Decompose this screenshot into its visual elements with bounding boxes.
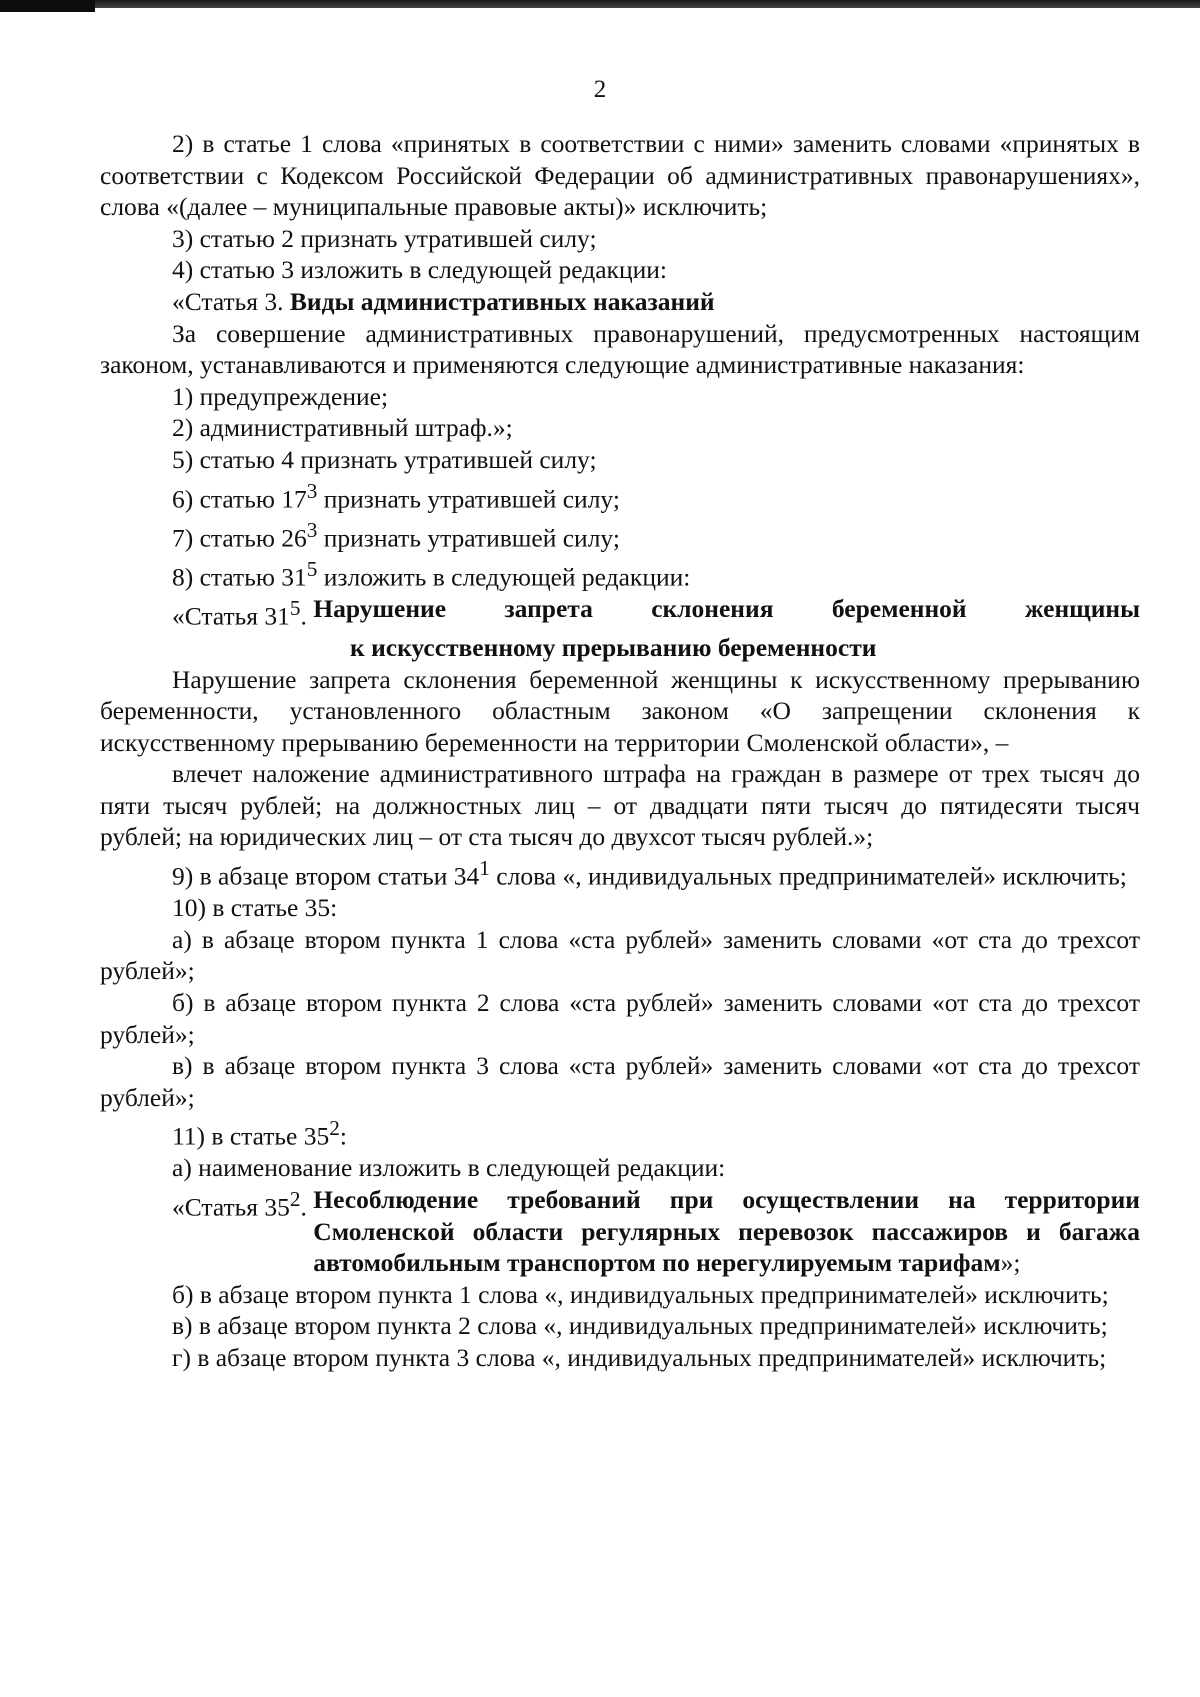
article-3-heading bbox=[100, 286, 1140, 318]
article-31-5-heading bbox=[100, 593, 1140, 632]
article-35-2-label-dot: . bbox=[300, 1192, 314, 1222]
item-10-b: б) в абзаце втором пункта 2 слова «ста рублей» заменить словами «от ста до трехсот рублей»; bbox=[100, 987, 1140, 1049]
item-10-a: а) в абзаце втором пункта 1 слова «ста рублей» заменить словами «от ста до трехсот рублей»; bbox=[100, 924, 1140, 986]
article-31-5-label bbox=[100, 593, 313, 632]
item-7-text: 7) статью 26 bbox=[172, 523, 307, 553]
page-number: 2 bbox=[593, 76, 607, 103]
article-35-2-label bbox=[100, 1184, 313, 1279]
scan-top-edge bbox=[0, 0, 1200, 8]
scan-corner-mark bbox=[0, 0, 95, 12]
item-9 bbox=[100, 853, 1140, 892]
article-31-5-title-line-1: Нарушение запрета склонения беременной женщины bbox=[313, 593, 1140, 623]
item-7 bbox=[100, 515, 1140, 554]
article-3-body: За совершение административных правонарушений, предусмотренных настоящим законом, устанавливаются и применяются следующие административные наказания: bbox=[100, 318, 1140, 380]
article-35-2-label-sup: 2 bbox=[289, 1187, 301, 1211]
item-11-tail: : bbox=[339, 1121, 347, 1151]
item-3: 3) статью 2 признать утратившей силу; bbox=[172, 223, 597, 253]
item-11-c: в) в абзаце втором пункта 2 слова «, индивидуальных предпринимателей» исключить; bbox=[172, 1311, 1108, 1341]
item-4: 4) статью 3 изложить в следующей редакции: bbox=[172, 255, 667, 285]
item-11-b: б) в абзаце втором пункта 1 слова «, индивидуальных предпринимателей» исключить; bbox=[172, 1279, 1109, 1309]
item-11-text: 11) в статье 35 bbox=[172, 1121, 330, 1151]
item-8-sup: 5 bbox=[306, 556, 318, 581]
item-8-text: 8) статью 31 bbox=[172, 562, 307, 592]
item-11-sup: 2 bbox=[329, 1116, 340, 1141]
article-3-label: «Статья 3. bbox=[172, 286, 290, 316]
item-9-sup: 1 bbox=[479, 856, 490, 881]
article-31-5-label-dot: . bbox=[300, 601, 314, 631]
item-7-tail: признать утратившей силу; bbox=[317, 523, 620, 553]
item-11 bbox=[100, 1113, 1140, 1152]
document-body bbox=[100, 128, 1140, 1374]
item-2: 2) в статье 1 слова «принятых в соответствии с ними» заменить словами «принятых в соответствии с Кодексом Российской Федерации об административных правонарушениях», слова «(далее – муниципальные правовые акты)» исключить; bbox=[100, 129, 1140, 222]
item-6-sup: 3 bbox=[306, 478, 318, 503]
article-35-2-title: Несоблюдение требований при осуществлении на территории Смоленской области регулярных перевозок пассажиров и багажа автомобильным транспортом по нерегулируемым тарифам bbox=[313, 1185, 1140, 1278]
item-6-tail: признать утратившей силу; bbox=[317, 484, 620, 514]
item-6-text: 6) статью 17 bbox=[172, 484, 307, 514]
article-31-5-body: Нарушение запрета склонения беременной женщины к искусственному прерыванию беременности, установленного областным законом «О запрещении склонения к искусственному прерыванию беременности на территории Смоленской области», – bbox=[100, 664, 1140, 757]
item-9-text: 9) в абзаце втором статьи 34 bbox=[172, 861, 480, 891]
item-6 bbox=[100, 476, 1140, 515]
item-8-tail: изложить в следующей редакции: bbox=[317, 562, 691, 592]
article-3-item-2: 2) административный штраф.»; bbox=[172, 413, 513, 443]
article-35-2-title-block bbox=[313, 1184, 1140, 1279]
item-10-c: в) в абзаце втором пункта 3 слова «ста рублей» заменить словами «от ста до трехсот рублей»; bbox=[100, 1051, 1140, 1112]
article-31-5-label-sup: 5 bbox=[289, 595, 301, 620]
article-3-title: Виды административных наказаний bbox=[289, 286, 715, 316]
article-35-2-heading bbox=[100, 1184, 1140, 1279]
article-31-5-sanction: влечет наложение административного штрафа на граждан в размере от трех тысяч до пяти тысяч рублей; на должностных лиц – от двадцати пяти тысяч до пятидесяти тысяч рублей; на юридических лиц – от ста тысяч до двухсот тысяч рублей.»; bbox=[100, 759, 1140, 852]
article-35-2-label-text: «Статья 35 bbox=[172, 1192, 290, 1222]
article-31-5-title-line-2 bbox=[100, 632, 1140, 664]
item-11-a: а) наименование изложить в следующей редакции: bbox=[172, 1153, 726, 1183]
article-31-5-title-line-2-text: к искусственному прерыванию беременности bbox=[350, 632, 877, 662]
article-31-5-label-text: «Статья 31 bbox=[172, 601, 290, 631]
item-7-sup: 3 bbox=[306, 517, 318, 542]
item-9-tail: слова «, индивидуальных предпринимателей» исключить; bbox=[489, 861, 1127, 891]
item-10: 10) в статье 35: bbox=[172, 893, 338, 923]
item-8 bbox=[100, 554, 1140, 593]
article-3-item-1: 1) предупреждение; bbox=[172, 381, 389, 411]
item-11-d: г) в абзаце втором пункта 3 слова «, индивидуальных предпринимателей» исключить; bbox=[172, 1342, 1107, 1372]
article-35-2-title-end: »; bbox=[1000, 1248, 1021, 1278]
item-5: 5) статью 4 признать утратившей силу; bbox=[172, 444, 597, 474]
